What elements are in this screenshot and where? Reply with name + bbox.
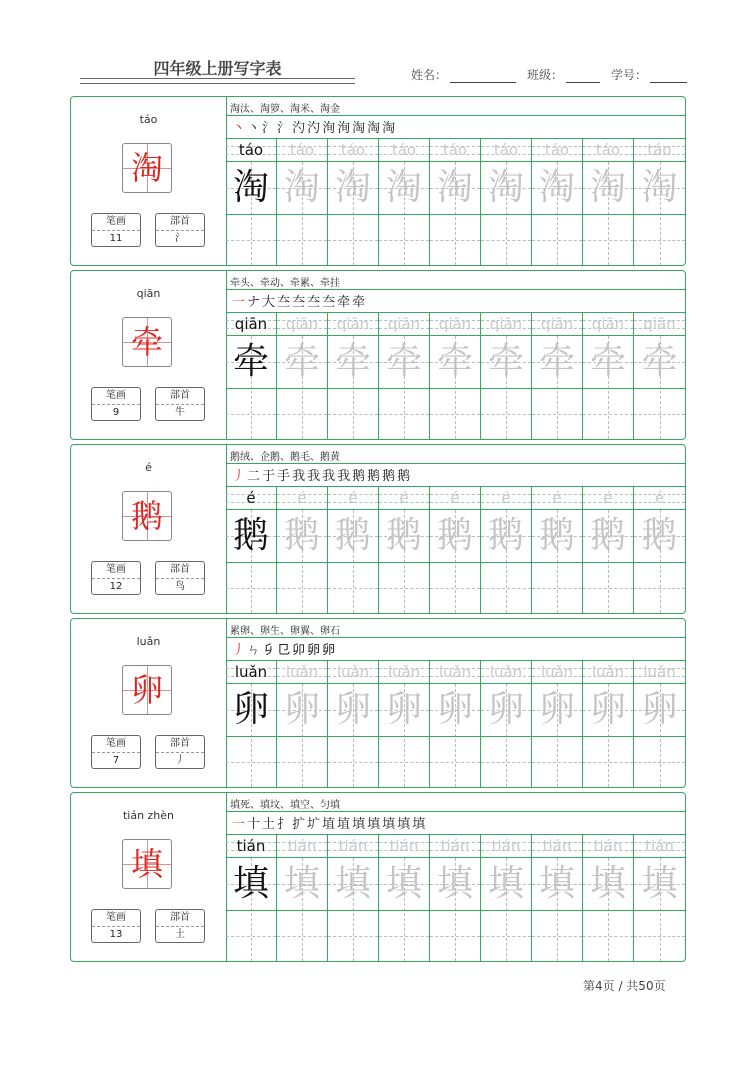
stroke-step: 鹅 [382,469,398,484]
practice-cell[interactable] [634,487,685,614]
stroke-step: 手 [277,469,293,484]
practice-card [70,270,686,440]
practice-cell[interactable] [277,139,328,266]
cell-pinyin: tián [645,837,674,855]
stroke-step: 填 [367,817,383,832]
practice-cell[interactable] [277,661,328,788]
stroke-count-label: 笔画 [92,562,140,579]
character-box [122,317,172,367]
cell-pinyin: qiān [234,315,268,333]
cell-pinyin: tián [440,837,470,855]
cell-pinyin: é [654,489,665,507]
cell-character: 卵 [232,689,269,730]
stroke-step: 淘 [352,121,368,136]
stroke-step: 鹅 [397,469,413,484]
cell-pinyin: táo [544,141,570,159]
stroke-order [232,813,427,832]
stroke-step: ナ [247,295,263,310]
practice-cell[interactable] [481,313,532,440]
character-pinyin: tián zhèn [122,809,175,822]
practice-area [226,793,685,961]
practice-cell[interactable] [379,313,430,440]
practice-cell[interactable] [430,661,481,788]
stroke-step: 淘 [367,121,383,136]
class-field[interactable] [527,66,600,83]
cell-character: 牵 [232,341,269,382]
cell-pinyin: tián [389,837,419,855]
cell-character: 鹅 [589,515,626,556]
cell-pinyin: táo [442,141,468,159]
stroke-step: 圹 [307,817,323,832]
practice-cell[interactable] [532,661,583,788]
page-number: 第4页 / 共50页 [583,979,666,993]
cell-pinyin: tián [236,837,266,855]
cell-character: 卵 [641,689,678,730]
practice-cell[interactable] [226,835,277,962]
stroke-count-value: 12 [109,581,123,592]
practice-cell[interactable] [532,487,583,614]
stroke-step: 𠂎 [262,643,278,658]
word-examples: 累卵、卵生、卵翼、卵石 [230,626,340,637]
cell-pinyin: táo [238,141,264,159]
stroke-step: 夳 [322,295,338,310]
cell-character: 填 [641,863,678,904]
character: 鹅 [130,497,163,535]
stroke-count-label: 笔画 [92,214,140,231]
cell-character: 牵 [641,341,678,382]
cell-character: 卵 [538,689,575,730]
cell-character: 卵 [589,689,626,730]
practice-cell[interactable] [583,313,634,440]
practice-card [70,618,686,788]
word-examples: 淘汰、淘箩、淘米、淘金 [230,104,340,115]
practice-cell[interactable] [277,835,328,962]
cell-pinyin: táo [647,141,672,159]
word-examples: 鹅绒、企鹅、鹅毛、鹅黄 [230,452,340,463]
stroke-step: 氵 [262,121,278,136]
stroke-step: 牵 [337,295,353,310]
practice-cell[interactable] [583,661,634,788]
stroke-step: 汋 [307,121,323,136]
character-box [122,839,172,889]
stroke-step: 我 [292,469,308,484]
cell-character: 牵 [589,341,626,382]
cell-character: 鹅 [538,515,575,556]
stroke-step: ㄣ [247,643,263,658]
stroke-step: 埴 [322,817,338,832]
cell-character: 牵 [385,341,422,382]
cell-pinyin: táo [340,141,366,159]
practice-cell[interactable] [532,139,583,266]
stroke-step: 填 [412,817,428,832]
stroke-step: 我 [337,469,353,484]
stroke-order [232,117,397,136]
stroke-step: 一 [232,295,248,310]
stroke-step: 十 [247,817,263,832]
cell-character: 填 [334,863,371,904]
practice-cell[interactable] [379,661,430,788]
cell-character: 填 [538,863,575,904]
radical-box [155,387,205,421]
stroke-count-label: 笔画 [92,388,140,405]
stroke-step: 我 [322,469,338,484]
character-panel [71,271,227,439]
practice-cell[interactable] [481,139,532,266]
character: 淘 [130,149,163,187]
cell-pinyin: é [501,489,511,507]
stroke-order [232,465,412,484]
stroke-step: 大 [262,295,278,310]
practice-cell[interactable] [379,139,430,266]
practice-grid [226,139,685,266]
stroke-count-label: 笔画 [92,910,140,927]
practice-grid [226,487,685,614]
practice-cell[interactable] [583,139,634,266]
stroke-step: 丿 [232,643,248,658]
cell-pinyin: qiān [387,315,421,333]
cell-pinyin: tián [542,837,572,855]
cell-pinyin: qiān [643,315,676,333]
stroke-step: 鹅 [367,469,383,484]
practice-cell[interactable] [277,313,328,440]
cell-pinyin: luǎn [438,663,472,681]
cell-pinyin: luǎn [540,663,574,681]
cell-character: 填 [283,863,320,904]
stroke-step: 埴 [337,817,353,832]
character-panel [71,619,227,787]
radical-label: 部首 [156,736,204,753]
cell-character: 淘 [487,167,524,208]
stroke-step: 丿 [232,469,248,484]
cell-character: 鹅 [641,515,678,556]
radical-value: 土 [175,929,185,940]
cell-character: 鹅 [232,515,269,556]
cell-pinyin: luǎn [489,663,523,681]
cell-pinyin: é [348,489,358,507]
practice-cell[interactable] [328,139,379,266]
practice-area [226,271,685,439]
cell-character: 淘 [385,167,422,208]
practice-cell[interactable] [226,487,277,614]
cell-character: 填 [436,863,473,904]
page-title: 四年级上册写字表 [153,59,282,78]
practice-grid [226,835,685,962]
cell-pinyin: é [450,489,460,507]
practice-cell[interactable] [634,139,685,266]
cell-pinyin: tián [338,837,368,855]
practice-cell[interactable] [532,835,583,962]
radical-box [155,735,205,769]
cell-character: 淘 [232,167,269,208]
stroke-step: 填 [352,817,368,832]
cell-pinyin: luǎn [591,663,625,681]
stroke-step: 一 [232,817,248,832]
stroke-count-box [91,909,141,943]
stroke-count-value: 11 [109,233,123,244]
cell-pinyin: luǎn [285,663,319,681]
cell-pinyin: é [399,489,409,507]
radical-box [155,909,205,943]
stroke-count-label: 笔画 [92,736,140,753]
cell-pinyin: qiān [438,315,472,333]
stroke-step: 填 [382,817,398,832]
cell-pinyin: táo [493,141,519,159]
character-panel [71,445,227,613]
cell-character: 牵 [334,341,371,382]
cell-pinyin: luǎn [336,663,370,681]
title-underline [80,78,355,84]
practice-cell[interactable] [430,835,481,962]
radical-value: 牛 [175,407,185,418]
name-blank[interactable] [450,70,516,83]
character-pinyin: táo [139,113,158,126]
cell-character: 牵 [487,341,524,382]
radical-value: 丿 [175,755,185,766]
cell-character: 淘 [334,167,371,208]
practice-cell[interactable] [328,661,379,788]
stroke-count-value: 13 [109,929,123,940]
practice-cell[interactable] [379,835,430,962]
id-blank[interactable] [650,70,687,83]
cell-pinyin: luǎn [643,663,676,681]
stroke-step: 二 [247,469,263,484]
stroke-step: 㔾 [277,643,293,658]
cell-character: 鹅 [385,515,422,556]
practice-cell[interactable] [532,313,583,440]
practice-cell[interactable] [634,835,685,962]
character-box [122,665,172,715]
practice-cell[interactable] [226,313,277,440]
stroke-order [232,639,337,658]
cell-character: 鹅 [487,515,524,556]
cell-pinyin: táo [289,141,315,159]
practice-cell[interactable] [430,313,481,440]
stroke-step: 我 [307,469,323,484]
stroke-step: 夳 [307,295,323,310]
character-panel [71,793,227,961]
character-box [122,491,172,541]
name-label: 姓名： [411,68,448,82]
stroke-step: 于 [262,469,278,484]
cell-character: 卵 [385,689,422,730]
stroke-step: 卯 [292,643,308,658]
stroke-step: 淘 [382,121,398,136]
practice-cell[interactable] [481,661,532,788]
stroke-step: 夳 [277,295,293,310]
practice-cell[interactable] [481,487,532,614]
id-label: 学号： [611,68,648,82]
practice-cell[interactable] [634,313,685,440]
class-blank[interactable] [566,70,600,83]
stroke-count-value: 9 [112,407,120,418]
name-field[interactable] [411,66,516,83]
stroke-step: 扩 [292,817,308,832]
stroke-step: 鹅 [352,469,368,484]
practice-area [226,97,685,265]
id-field[interactable] [611,66,687,83]
stroke-step: 汋 [292,121,308,136]
cell-character: 淘 [538,167,575,208]
stroke-count-value: 7 [112,755,120,766]
radical-label: 部首 [156,562,204,579]
stroke-step: 扌 [277,817,293,832]
stroke-step: 氵 [277,121,293,136]
character-box [122,143,172,193]
practice-cell[interactable] [328,487,379,614]
practice-grid [226,313,685,440]
cell-pinyin: qiān [336,315,370,333]
radical-label: 部首 [156,910,204,927]
character-panel [71,97,227,265]
practice-cell[interactable] [328,835,379,962]
stroke-step: 丶 [247,121,263,136]
character: 卵 [130,671,163,709]
practice-cell[interactable] [226,661,277,788]
practice-cell[interactable] [481,835,532,962]
cell-character: 卵 [487,689,524,730]
stroke-step: 洵 [322,121,338,136]
cell-character: 鹅 [283,515,320,556]
stroke-step: 卵 [307,643,323,658]
cell-pinyin: é [246,489,256,507]
cell-character: 填 [385,863,422,904]
cell-pinyin: táo [595,141,621,159]
stroke-step: 土 [262,817,278,832]
radical-value: 鸟 [175,581,185,592]
stroke-step: 牵 [352,295,368,310]
practice-card [70,444,686,614]
practice-cell[interactable] [379,487,430,614]
cell-character: 卵 [283,689,320,730]
cell-character: 卵 [334,689,371,730]
cell-character: 填 [589,863,626,904]
practice-cell[interactable] [328,313,379,440]
cell-character: 填 [487,863,524,904]
practice-area [226,445,685,613]
practice-cell[interactable] [226,139,277,266]
character-pinyin: é [145,461,152,474]
character: 填 [130,845,163,883]
practice-area [226,619,685,787]
cell-pinyin: tián [287,837,317,855]
cell-character: 淘 [283,167,320,208]
stroke-step: 卵 [322,643,338,658]
practice-cell[interactable] [583,835,634,962]
cell-character: 鹅 [334,515,371,556]
cell-pinyin: qiān [540,315,574,333]
practice-grid [226,661,685,788]
cell-character: 牵 [436,341,473,382]
cell-pinyin: é [552,489,562,507]
radical-box [155,561,205,595]
practice-card [70,792,686,962]
cell-character: 淘 [589,167,626,208]
word-examples: 牵头、牵动、牵累、牵挂 [230,278,340,289]
cell-pinyin: qiān [489,315,523,333]
radical-label: 部首 [156,214,204,231]
cell-pinyin: luǎn [387,663,421,681]
stroke-count-box [91,213,141,247]
cell-pinyin: tián [593,837,623,855]
stroke-order [232,291,367,310]
cell-character: 填 [232,863,269,904]
cell-pinyin: qiān [285,315,319,333]
stroke-count-box [91,561,141,595]
radical-value: 氵 [175,233,185,244]
character-pinyin: luǎn [136,635,161,648]
radical-box [155,213,205,247]
cell-character: 淘 [641,167,678,208]
stroke-count-box [91,735,141,769]
practice-cell[interactable] [277,487,328,614]
cell-pinyin: luǎn [234,663,268,681]
cell-pinyin: qiān [591,315,625,333]
stroke-step: 洵 [337,121,353,136]
cell-pinyin: é [297,489,307,507]
character: 牵 [130,323,163,361]
radical-label: 部首 [156,388,204,405]
stroke-step: 丶 [232,121,248,136]
cell-pinyin: é [603,489,613,507]
cell-pinyin: tián [491,837,521,855]
cell-pinyin: táo [391,141,417,159]
practice-cell[interactable] [583,487,634,614]
cell-character: 鹅 [436,515,473,556]
character-pinyin: qiān [136,287,161,300]
word-examples: 填死、填坟、填空、匀填 [230,800,340,811]
cell-character: 淘 [436,167,473,208]
cell-character: 牵 [283,341,320,382]
cell-character: 牵 [538,341,575,382]
stroke-step: 夳 [292,295,308,310]
stroke-step: 填 [397,817,413,832]
class-label: 班级： [527,68,564,82]
practice-cell[interactable] [430,139,481,266]
practice-cell[interactable] [430,487,481,614]
practice-cell[interactable] [634,661,685,788]
stroke-count-box [91,387,141,421]
cell-character: 卵 [436,689,473,730]
practice-card [70,96,686,266]
